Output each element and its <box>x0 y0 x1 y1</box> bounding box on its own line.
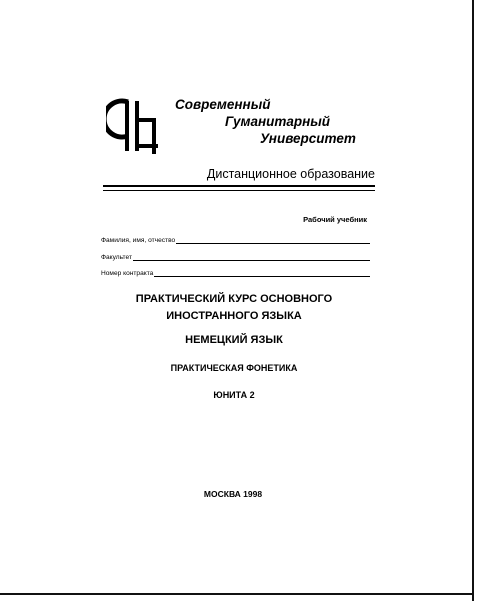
course-title-line-1: ПРАКТИЧЕСКИЙ КУРС ОСНОВНОГО <box>135 293 333 305</box>
document-type-label: Рабочий учебник <box>303 215 367 224</box>
faculty-field <box>101 252 370 263</box>
faculty-blank-line <box>133 260 370 261</box>
header-divider-thick <box>103 185 375 187</box>
university-name-line-3: Университет <box>260 131 356 146</box>
full-name-label: Фамилия, имя, отчество <box>101 237 176 244</box>
university-logo-icon <box>106 96 162 158</box>
university-name-line-2: Гуманитарный <box>225 114 331 129</box>
university-name-line-1: Современный <box>175 97 271 112</box>
language-title: НЕМЕЦКИЙ ЯЗЫК <box>185 334 283 346</box>
unit-number: ЮНИТА 2 <box>213 390 255 400</box>
full-name-field <box>101 235 370 246</box>
course-title-line-2: ИНОСТРАННОГО ЯЗЫКА <box>166 310 302 322</box>
contract-number-blank-line <box>154 276 370 277</box>
header-divider-thin <box>103 190 375 191</box>
subject-title: ПРАКТИЧЕСКАЯ ФОНЕТИКА <box>170 363 298 373</box>
contract-number-field <box>101 268 370 279</box>
faculty-label: Факультет <box>101 254 132 261</box>
full-name-blank-line <box>176 243 370 244</box>
city-year-footer: МОСКВА 1998 <box>203 489 263 499</box>
page-border-right <box>472 0 474 601</box>
page-border-bottom <box>0 593 474 595</box>
distance-education-subtitle: Дистанционное образование <box>206 167 375 181</box>
contract-number-label: Номер контракта <box>101 270 154 277</box>
